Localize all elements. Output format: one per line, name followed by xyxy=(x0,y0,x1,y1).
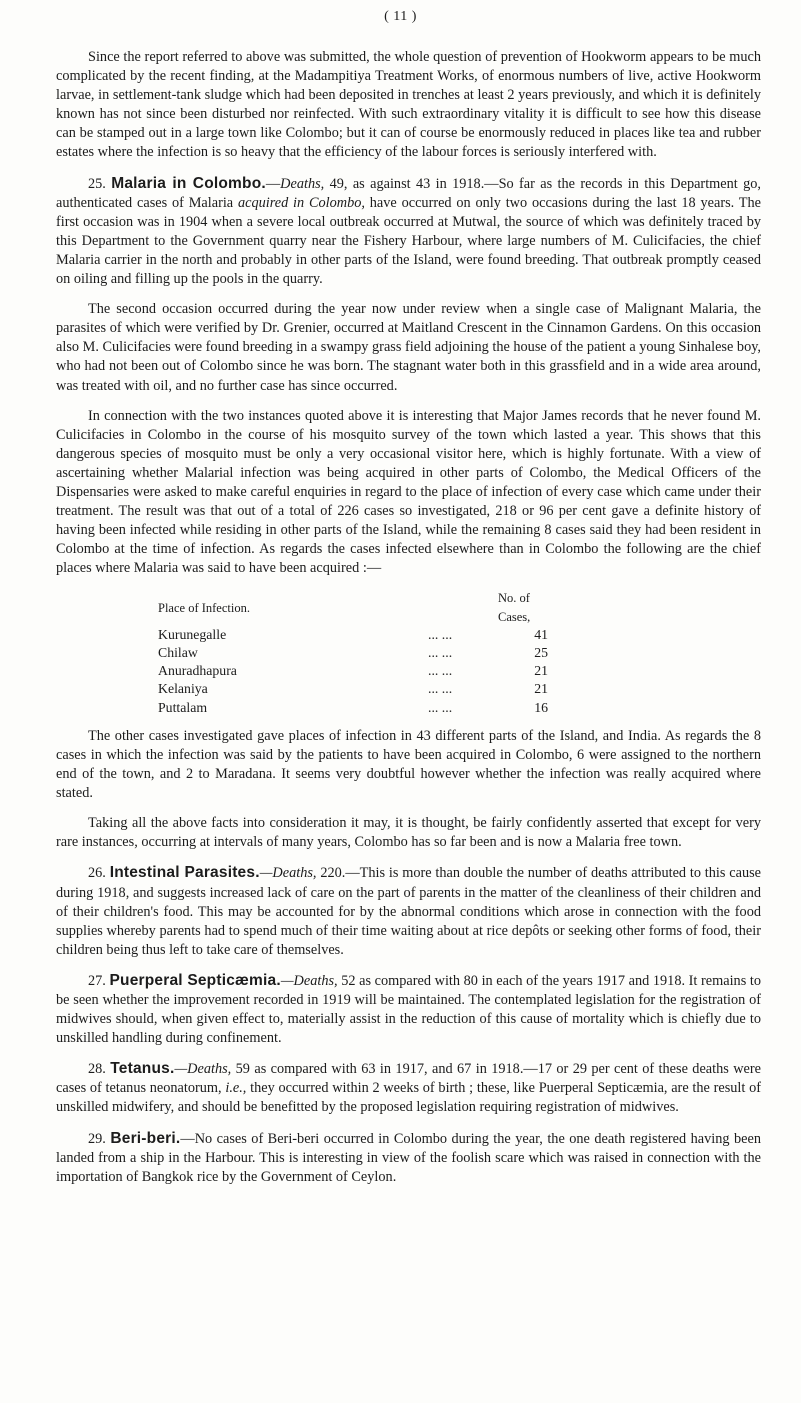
section-29-paragraph xyxy=(56,1129,761,1187)
section-27-text: 52 as compared with 80 in each of the years 1917 and 1918. It remains to be seen whether the improvement recorded in 1919 will be maintained. The contemplated legislation for the registration of midwives should, when given effect to, materially assist in the reduction of this cause of mortality which is chiefly due to unskilled handling during confinement. xyxy=(56,972,761,1047)
section-28-ie: i.e., xyxy=(225,1080,247,1097)
case-count: 41 xyxy=(534,626,548,642)
section-26-number: 26. xyxy=(88,865,106,882)
leader-dots: ... ... xyxy=(428,699,453,715)
section-25-number: 25. xyxy=(88,175,106,192)
place-name: Anuradhapura xyxy=(158,663,237,679)
case-count: 21 xyxy=(534,663,548,679)
table-row xyxy=(158,662,548,680)
leader-dots: ... ... xyxy=(428,663,453,679)
table-row xyxy=(158,626,548,644)
section-28-text-a: 59 as compared with 63 in 1917, and 67 in 1918.—17 or 29 per cent of these deaths were cases of tetanus neonatorum, xyxy=(56,1061,762,1097)
section-29-number: 29. xyxy=(88,1130,106,1147)
page-number: ( 11 ) xyxy=(384,9,417,24)
section-25-paragraph-1: 25. Malaria in Colombo.—Deaths, 49, as against 43 in 1918.—So far as the records in this Department go, authenticated cases of Malaria acquired in Colombo, have occurred on only two occasions during the last 18 years. The first occasion was in 1904 when a severe local outbreak occurred at Mutwal, the source of which was definitely traced by this Department to the Government quarry near the Fishery Harbour, where large numbers of M. Culicifacies, the chief Malaria carrier in the north and probably in other parts of the Island, were found breeding. That outbreak promptly ceased on oiling and filling up the pools in the quarry. xyxy=(56,174,761,288)
section-25-paragraph-2: The second occasion occurred during the year now under review when a single case of Malignant Malaria, the parasites of which were verified by Dr. Grenier, occurred at Maitland Crescent in the Cinnamon Gardens. On this occasion also M. Culicifacies were found breeding in a swampy grass field adjoining the house of the patient a young Sinhalese boy, who had not been out of Colombo since he was born. The stagnant water both in this grassfield and in a wide area around, was treated with oil, and no further case has since occurred. xyxy=(56,301,762,394)
section-26-paragraph xyxy=(56,863,761,959)
infection-places-table xyxy=(158,589,548,716)
section-27-heading: Puerperal Septicæmia. xyxy=(109,971,281,989)
table-row xyxy=(158,680,548,698)
table-row xyxy=(158,644,548,662)
table-row xyxy=(158,699,548,717)
section-27-deaths-label: —Deaths, xyxy=(280,972,338,989)
section-28-paragraph xyxy=(56,1059,761,1117)
column-header-spacer xyxy=(428,589,498,625)
section-28-number: 28. xyxy=(88,1061,106,1078)
case-count: 16 xyxy=(534,699,548,715)
section-27-number: 27. xyxy=(88,972,106,989)
section-25-deaths-label: Deaths, xyxy=(280,175,325,192)
place-name: Kurunegalle xyxy=(158,626,227,642)
section-27-paragraph xyxy=(56,971,761,1048)
section-25-paragraph-5: Taking all the above facts into consideration it may, it is thought, be fairly confidently asserted that except for very rare instances, occurring at intervals of many years, Colombo has so far been and is now a Malaria free town. xyxy=(56,815,761,851)
section-25-paragraph-4: The other cases investigated gave places of infection in 43 different parts of the Island, and India. As regards the 8 cases in which the infection was said by the patients to have been acquired in Colombo, 6 were assigned to the northern end of the town, and 2 to Maradana. It seems very doubtful however whether the infection was really acquired where stated. xyxy=(56,727,761,802)
case-count: 21 xyxy=(534,681,548,697)
section-26-deaths-label: —Deaths, xyxy=(259,865,317,882)
place-name: Chilaw xyxy=(158,645,198,661)
report-body xyxy=(56,48,761,1198)
leader-dots: ... ... xyxy=(428,626,453,642)
column-header-cases: No. of Cases, xyxy=(498,591,531,624)
section-29-text: —No cases of Beri-beri occurred in Colombo during the year, the one death registered having been landed from a ship in the Harbour. This is interesting in view of the foolish scare which was raised in connection with the importation of Bangkok rice by the Government of Ceylon. xyxy=(56,1130,762,1185)
place-name: Puttalam xyxy=(158,699,208,715)
section-25-text-end: have occurred on only two occasions during the last 18 years. The first occasion was in 1904 when a severe local outbreak occurred at Mutwal, the source of which was definitely traced by this Department to the Government quarry near the Fishery Harbour, where large numbers of M. Culicifacies, the chief Malaria carrier in the north and probably in other parts of the Island, were found breeding. That outbreak promptly ceased on oiling and filling up the pools in the quarry. xyxy=(56,194,761,288)
section-25-paragraph-3: In connection with the two instances quoted above it is interesting that Major James records that he never found M. Culicifacies in Colombo in the course of his mosquito survey of the town which lasted a year. This shows that this dangerous species of mosquito must be only a very occasional visitor here, which is highly fortunate. With a view of ascertaining whether Malarial infection was being acquired in other parts of Colombo, the Medical Officers of the Dispensaries were asked to make careful enquiries in regard to the place of infection of every case which came under their treatment. The result was that out of a total of 226 cases so investigated, 218 or 96 per cent gave a definite history of having been infected while residing in other parts of the Island, while the remaining 8 cases said they had been resident in Colombo at the time of infection. As regards the cases infected elsewhere than in Colombo the following are the chief places where Malaria was said to have been acquired :— xyxy=(56,407,761,577)
section-28-text-b: they occurred within 2 weeks of birth ; these, like Puerperal Septicæmia, are the result of unskilled midwifery, and should be benefitted by the proposed legislation requiring registration of midwives. xyxy=(56,1080,761,1116)
section-26-heading: Intestinal Parasites. xyxy=(109,864,260,882)
section-28-heading: Tetanus. xyxy=(110,1060,175,1078)
leader-dots: ... ... xyxy=(428,681,453,697)
leader-dots: ... ... xyxy=(428,645,453,661)
place-name: Kelaniya xyxy=(158,681,208,697)
intro-paragraph: Since the report referred to above was submitted, the whole question of prevention of Hookworm appears to be much complicated by the recent finding, at the Madampitiya Treatment Works, of enormous numbers of live, active Hookworm larvae, in settlement-tank sludge which had been deposited in trenches at least 2 years previously, and which it is definitely known has not since been disturbed nor reinfected. With such extraordinary vitality it is difficult to see how this disease can be stamped out in a large town like Colombo; but it can of course be enormously reduced in places like tea and rubber estates where the infection is so heavy that the efficiency of the labour forces is seriously interfered with. xyxy=(56,49,761,161)
section-25-heading: Malaria in Colombo. xyxy=(111,174,266,192)
section-25-italic-text: acquired in Colombo, xyxy=(237,194,365,211)
case-count: 25 xyxy=(534,645,548,661)
section-25-text: 49, as against 43 in 1918.—So far as the records in this Department go, authenticated cases of Malaria xyxy=(56,175,761,211)
column-header-place: Place of Infection. xyxy=(158,600,250,615)
table-header-row xyxy=(158,589,548,625)
section-26-text: 220.—This is more than double the number of deaths attributed to this cause during 1918, and suggests increased lack of care on the part of parents in the matter of the cleanliness of their children and of their children's food. This may be accounted for by the abnormal conditions which arose in connection with the food supplies whereby parents had to spend much of their time waiting about at rice depôts or seeking other forms of food, their children being thus left to take care of themselves. xyxy=(56,865,762,958)
section-29-heading: Beri-beri. xyxy=(110,1129,181,1147)
section-28-deaths-label: —Deaths, xyxy=(174,1061,232,1078)
